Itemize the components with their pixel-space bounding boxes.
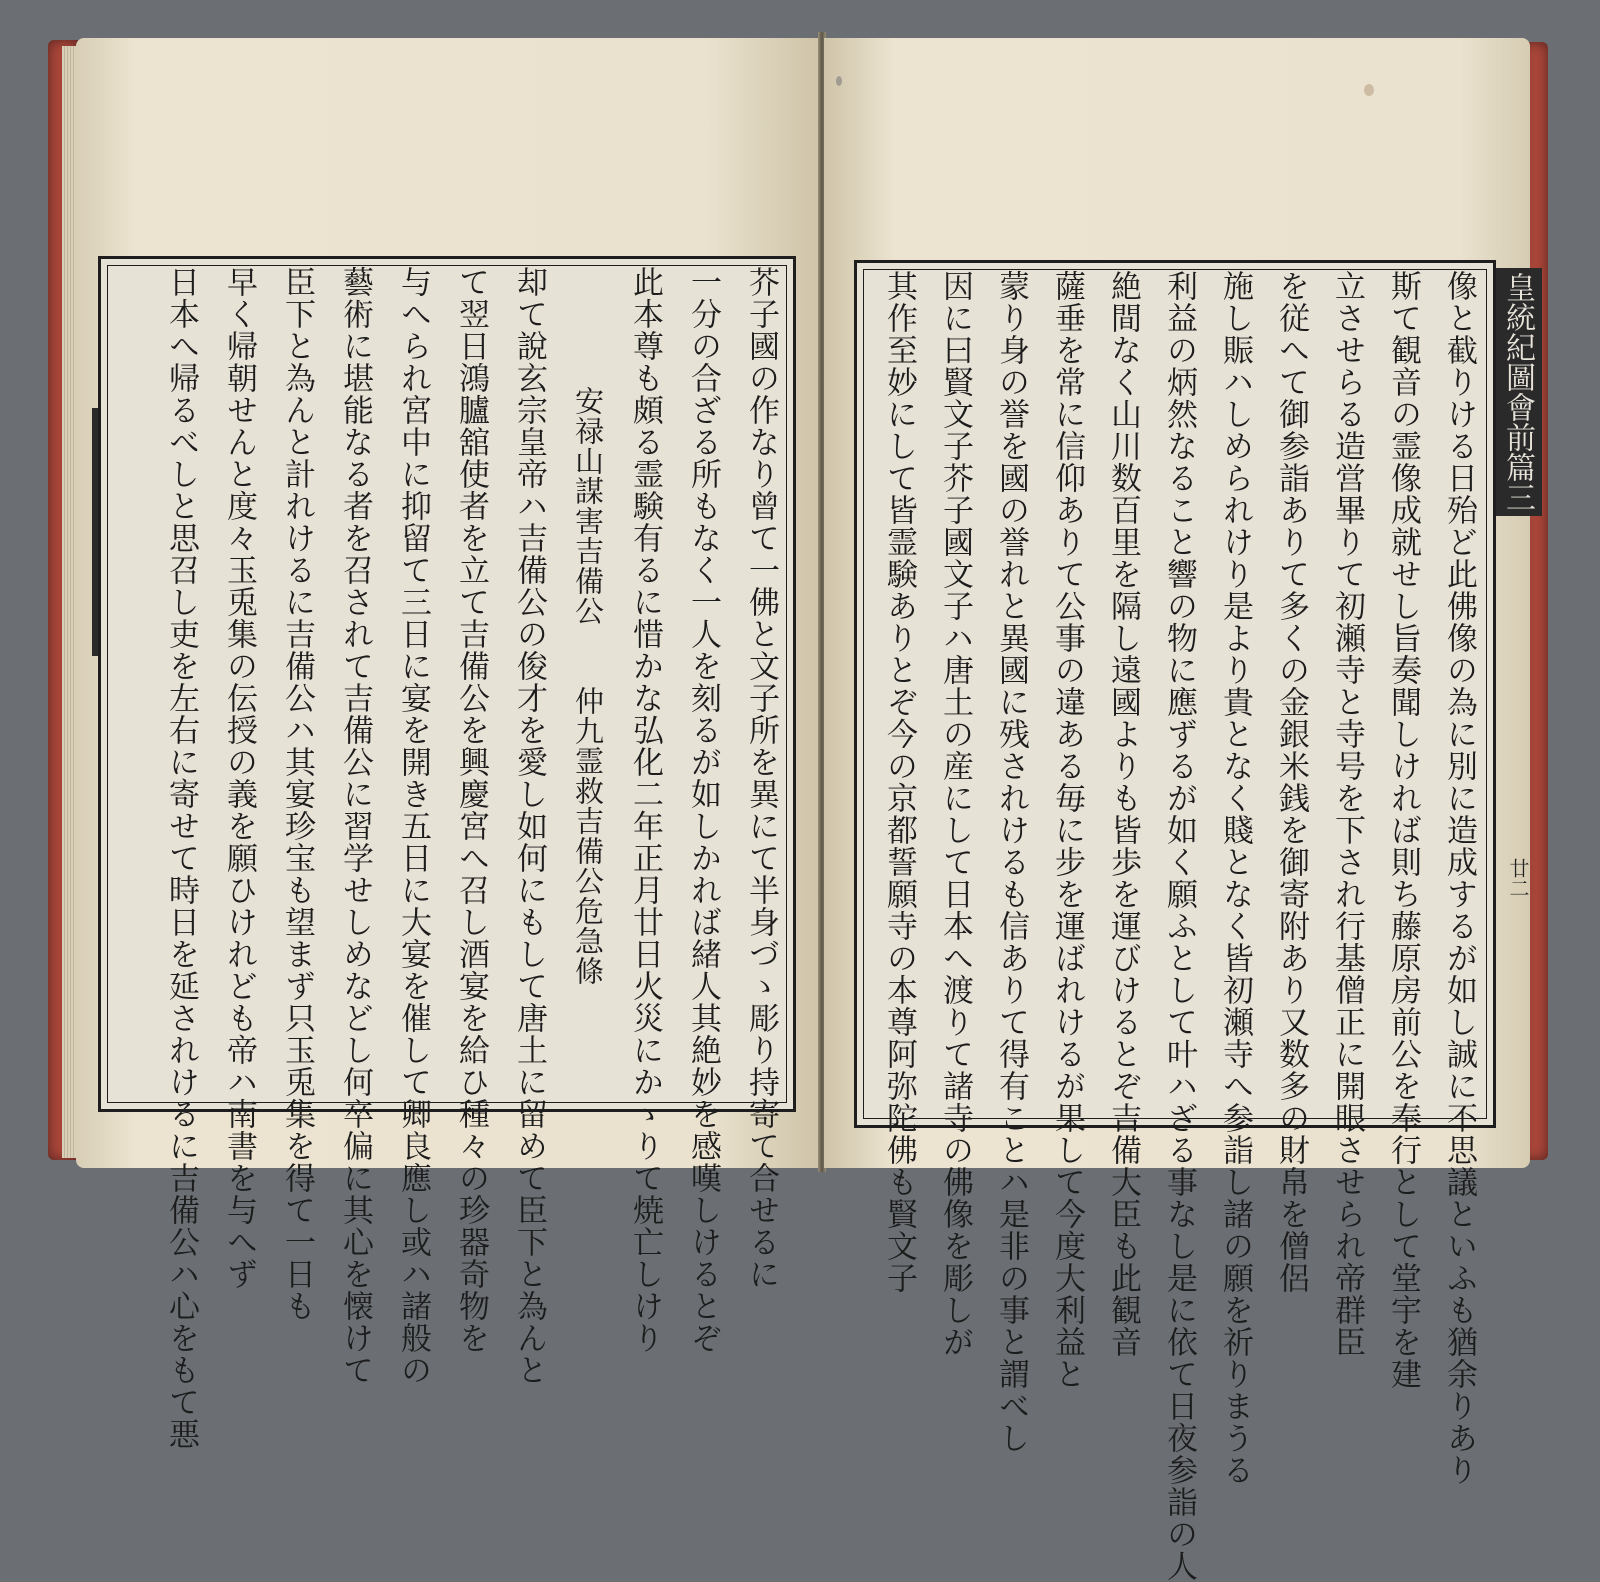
- text-column: 此本尊も頗る霊験有るに惜かな弘化二年正月廿日火災にかゝりて焼亡しけり: [627, 266, 663, 1354]
- text-column: 蒙り身の誉を國の誉れと異國に残されけるも信ありて得有ことハ是非の事と謂べし: [993, 270, 1029, 1454]
- left-page: [76, 38, 818, 1450]
- section-heading: 安禄山謀害吉備公 仲九霊救吉備公危急條: [571, 386, 605, 986]
- right-page-running-title: 皇統紀圖會前篇三: [1492, 268, 1542, 516]
- right-page: [824, 38, 1535, 1582]
- text-column: て翌日鴻臚舘使者を立て吉備公を興慶宮へ召し酒宴を給ひ種々の珍器奇物を: [453, 266, 489, 1354]
- text-column: 与へられ宮中に抑留て三日に宴を開き五日に大宴を催して卿良應し或ハ諸般の: [395, 266, 431, 1386]
- text-column: 立させらる造営畢りて初瀬寺と寺号を下され行基僧正に開眼させられ帝群臣: [1329, 270, 1365, 1358]
- text-column: 臣下と為んと計れけるに吉備公ハ其宴珍宝も望まず只玉兎集を得て一日も: [279, 266, 315, 1322]
- text-column: を従へて御参詣ありて多くの金銀米銭を御寄附あり又数多の財帛を僧侶: [1273, 270, 1309, 1294]
- left-text-frame: [98, 256, 796, 1450]
- text-column: 薩垂を常に信仰ありて公事の違ある毎に步を運ばれけるが果して今度大利益と: [1049, 270, 1085, 1390]
- paper-stain: [836, 76, 842, 86]
- open-book: [48, 32, 1548, 1582]
- text-column: 藝術に堪能なる者を召されて吉備公に習学せしめなどし何卒偏に其心を懐けて: [337, 266, 373, 1386]
- text-column: 施し賑ハしめられけり是より貴となく賤となく皆初瀬寺へ参詣し諸の願を祈りまうる: [1217, 270, 1253, 1486]
- right-page-folio: 廿二: [1506, 858, 1530, 898]
- text-column: 芥子國の作なり曾て一佛と文子所を異にて半身づゝ彫り持寄て合せるに: [743, 266, 779, 1290]
- left-text-inner-border: [107, 265, 787, 1450]
- right-text-inner-border: [863, 269, 1487, 1582]
- right-text-frame: [854, 260, 1496, 1582]
- text-column: 其作至妙にして皆霊験ありとぞ今の京都誓願寺の本尊阿弥陀佛も賢文子: [881, 270, 917, 1294]
- text-column: 却て說玄宗皇帝ハ吉備公の俊才を愛し如何にもして唐土に留めて臣下と為んと: [511, 266, 547, 1386]
- paper-stain: [1364, 84, 1374, 96]
- text-column: 一分の合ざる所もなく一人を刻るが如しかれば緒人其絶妙を感嘆しけるとぞ: [685, 266, 721, 1354]
- text-column: 利益の炳然なること響の物に應ずるが如く願ふとして叶ハざる事なし是に依て日夜参詣の人: [1161, 270, 1197, 1582]
- text-column: 日本へ帰るべしと思召し吏を左右に寄せて時日を延されけるに吉備公ハ心をもて悪: [163, 266, 199, 1450]
- text-column: 絶間なく山川数百里を隔し遠國よりも皆歩を運びけるとぞ吉備大臣も此観音: [1105, 270, 1141, 1358]
- text-column: 像と截りける日殆ど此佛像の為に別に造成するが如し誠に不思議といふも猶余りあり: [1441, 270, 1477, 1486]
- text-column: 因に曰賢文子芥子國文子ハ唐土の産にして日本へ渡りて諸寺の佛像を彫しが: [937, 270, 973, 1358]
- text-column: 斯て観音の霊像成就せし旨奏聞しければ則ち藤原房前公を奉行として堂宇を建: [1385, 270, 1421, 1390]
- text-column: 早く帰朝せんと度々玉兎集の伝授の義を願ひけれども帝ハ南書を与へず: [221, 266, 257, 1290]
